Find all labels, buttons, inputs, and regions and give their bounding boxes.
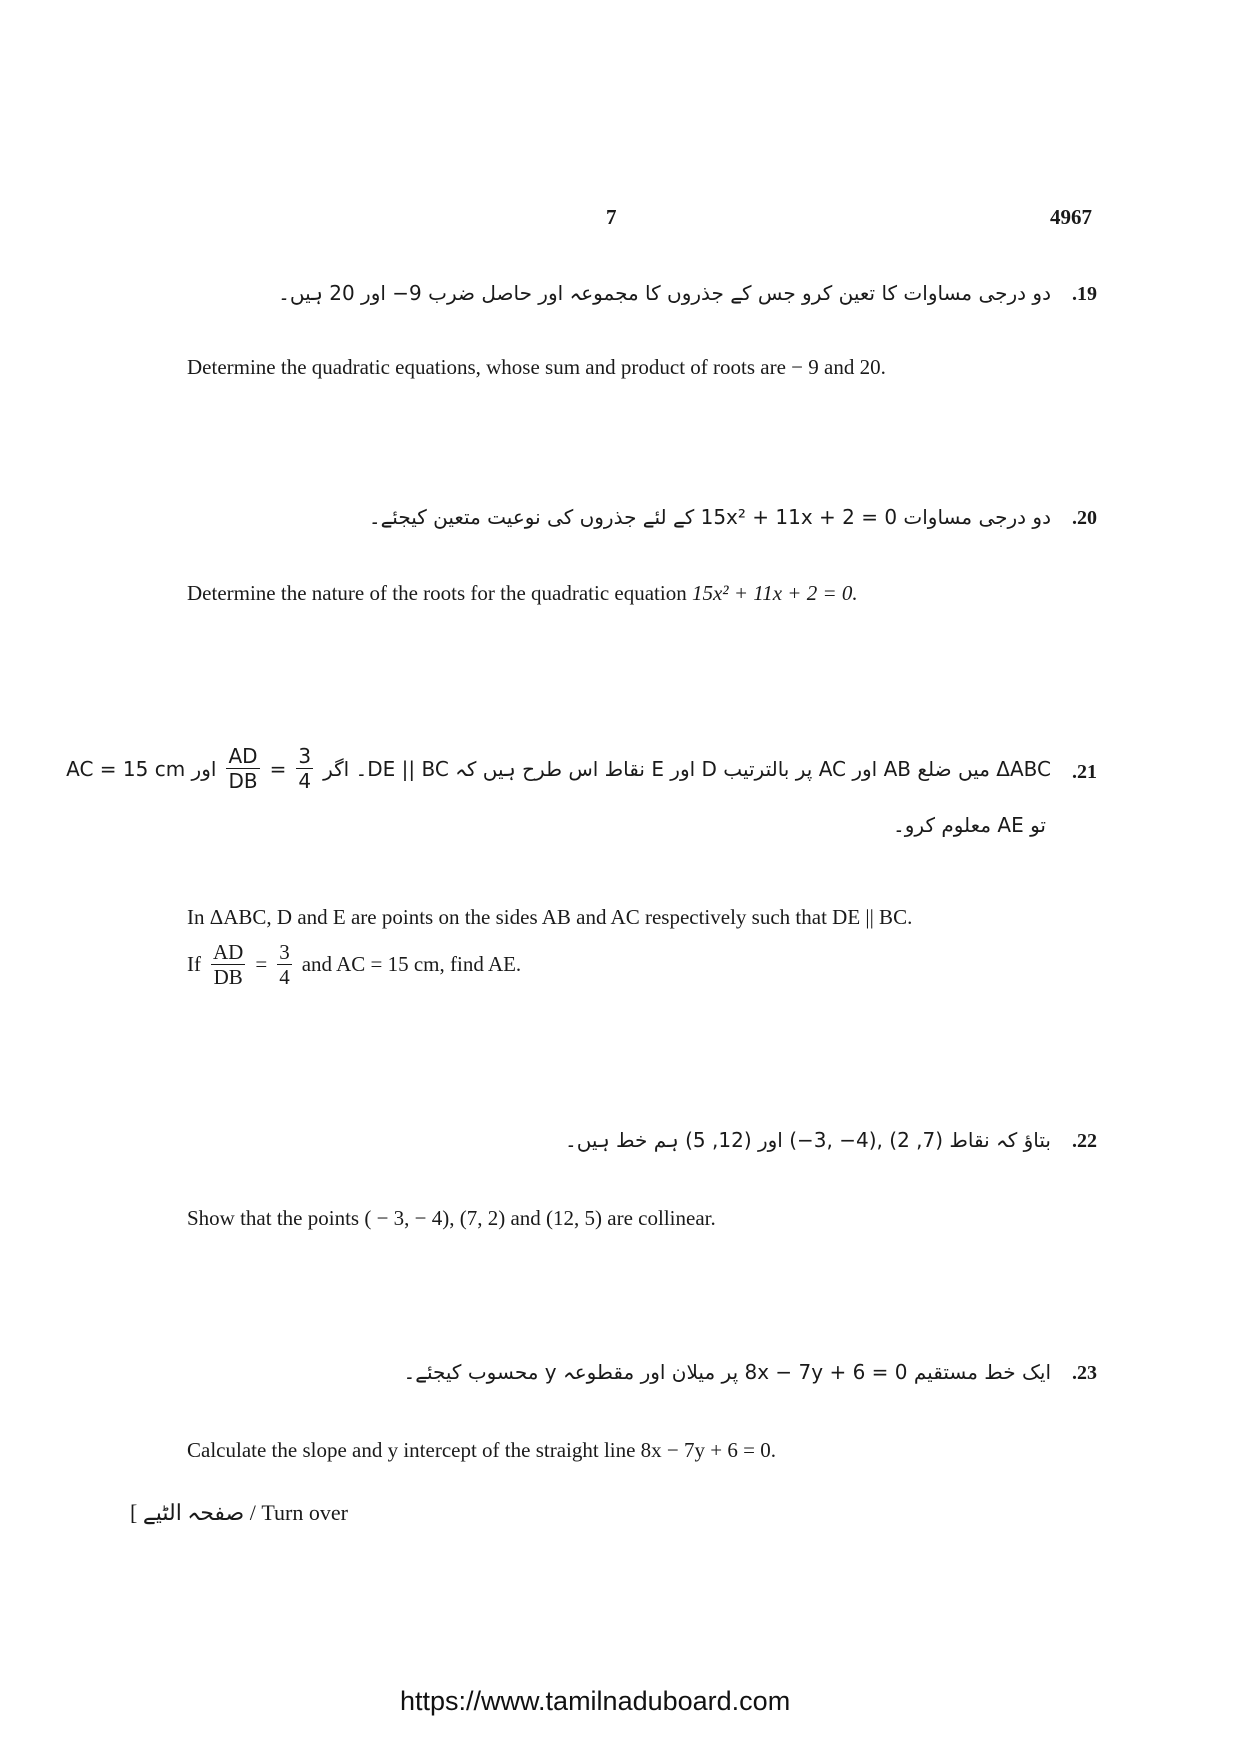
question-number: .22 [1072, 1130, 1097, 1152]
if-word: If [187, 952, 201, 976]
fraction-denominator: DB [213, 965, 243, 989]
equals-sign: = [255, 952, 268, 976]
question-number: .20 [1072, 507, 1097, 529]
page-number: 7 [606, 205, 617, 229]
fraction-numerator: AD [226, 744, 259, 769]
question-english-text: Calculate the slope and y intercept of the straight line 8x − 7y + 6 = 0. [187, 1438, 776, 1462]
question-urdu-text: ایک خط مستقیم 8x − 7y + 6 = 0 پر میلان اور مقطوعہ y محسوب کیجئے۔ [403, 1360, 1051, 1384]
fraction-numerator: 3 [279, 940, 290, 964]
turn-over-note: [ صفحہ الٹیے / Turn over [130, 1500, 348, 1525]
fraction [296, 744, 313, 793]
fraction [277, 940, 292, 989]
paper-code: 4967 [1050, 205, 1092, 229]
question-urdu-text: دو درجی مساوات کا تعین کرو جس کے جذروں کا مجموعہ اور حاصل ضرب 9− اور 20 ہیں۔ [278, 281, 1051, 305]
website-url[interactable]: https://www.tamilnaduboard.com [400, 1686, 791, 1716]
fraction-numerator: AD [213, 940, 244, 964]
question-urdu-text [66, 744, 1051, 793]
fraction [226, 744, 259, 793]
question-english-prefix: Determine the nature of the roots for the quadratic equation [187, 581, 692, 605]
question-number: .21 [1072, 761, 1097, 783]
fraction-numerator: 3 [298, 744, 312, 768]
question-urdu-text: بتاؤ کہ نقاط (7, 2) ,(4− ,3−) اور (12, 5) ہم خط ہیں۔ [564, 1128, 1051, 1152]
question-english-text: Show that the points ( − 3, − 4), (7, 2) and (12, 5) are collinear. [187, 1206, 716, 1230]
fraction-denominator: DB [228, 769, 258, 793]
question-english-line-2 [187, 940, 521, 989]
question-english-text: Determine the quadratic equations, whose sum and product of roots are − 9 and 20. [187, 355, 886, 379]
english-tail: and AC = 15 cm, find AE. [301, 952, 522, 976]
urdu-line-2: تو AE معلوم کرو۔ [893, 813, 1046, 837]
question-number: .23 [1072, 1362, 1097, 1384]
equals-sign: = [269, 756, 287, 781]
question-urdu-text: دو درجی مساوات 15x² + 11x + 2 = 0 کے لئے جذروں کی نوعیت متعین کیجئے۔ [368, 505, 1051, 529]
urdu-line-1: ΔABC میں ضلع AB اور AC پر بالترتیب D اور E نقاط اس طرح ہیں کہ DE || BC۔ اگر [323, 756, 1051, 781]
question-number: .19 [1072, 283, 1097, 305]
equation: 15x² + 11x + 2 = 0. [691, 581, 858, 605]
question-english-text [187, 581, 858, 606]
fraction-denominator: 4 [298, 769, 312, 793]
fraction-denominator: 4 [279, 965, 290, 989]
fraction [211, 940, 245, 989]
urdu-tail: اور AC = 15 cm [66, 756, 217, 781]
question-english-text: In ΔABC, D and E are points on the sides AB and AC respectively such that DE || BC. [187, 905, 913, 929]
